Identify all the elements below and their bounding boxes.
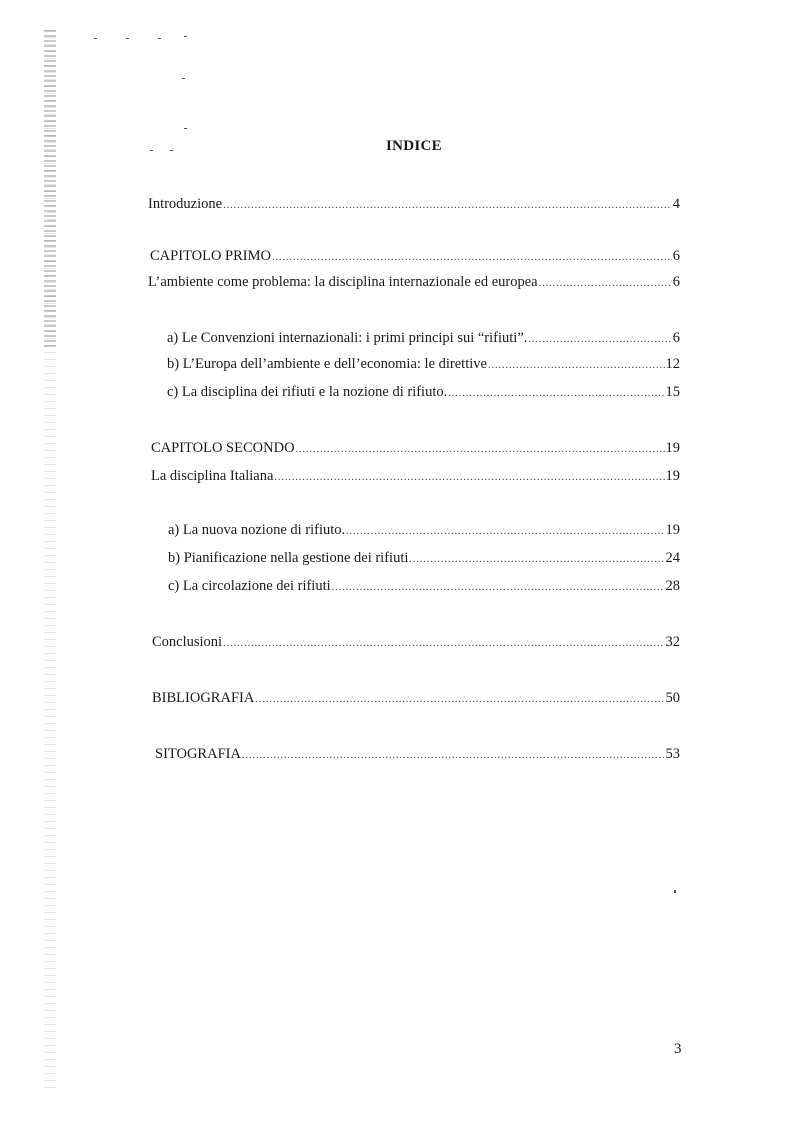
scan-speck bbox=[182, 78, 185, 79]
toc-entry bbox=[151, 440, 680, 457]
toc-entry-label: Introduzione bbox=[148, 196, 223, 212]
page-number: 3 bbox=[674, 1041, 682, 1057]
scan-edge-noise-dense bbox=[44, 30, 56, 350]
toc-entry-page: 6 bbox=[672, 248, 680, 264]
toc-leader-dots bbox=[255, 694, 664, 705]
toc-leader-dots bbox=[488, 360, 665, 371]
toc-entry bbox=[148, 274, 680, 291]
toc-leader-dots bbox=[272, 252, 672, 263]
toc-entry-page: 6 bbox=[672, 274, 680, 290]
toc-leader-dots bbox=[332, 582, 665, 593]
scan-speck bbox=[184, 128, 187, 129]
toc-entry bbox=[152, 690, 680, 707]
toc-entry-page: 24 bbox=[665, 550, 680, 566]
toc-entry-page: 28 bbox=[665, 578, 680, 594]
scan-speck bbox=[158, 38, 161, 39]
scan-speck bbox=[126, 38, 129, 39]
toc-subentry bbox=[167, 330, 680, 347]
toc-entry-label: b) Pianificazione nella gestione dei rifiuti bbox=[168, 550, 409, 566]
toc-entry-page: 6 bbox=[672, 330, 680, 346]
toc-entry-label: c) La circolazione dei rifiuti bbox=[168, 578, 331, 594]
toc-entry-label: La disciplina Italiana bbox=[151, 468, 274, 484]
toc-entry bbox=[152, 634, 680, 651]
toc-subentry bbox=[168, 550, 680, 567]
toc-leader-dots bbox=[274, 472, 664, 483]
toc-entry-page: 19 bbox=[665, 522, 680, 538]
page-title: INDICE bbox=[386, 138, 442, 154]
toc-subentry bbox=[168, 522, 680, 539]
toc-leader-dots bbox=[296, 444, 665, 455]
toc-entry bbox=[151, 468, 680, 485]
toc-entry-label: CAPITOLO SECONDO bbox=[151, 440, 295, 456]
toc-entry-label: b) L’Europa dell’ambiente e dell’economia: le direttive bbox=[167, 356, 487, 372]
toc-leader-dots bbox=[528, 334, 671, 345]
toc-entry-page: 4 bbox=[672, 196, 680, 212]
toc-leader-dots bbox=[223, 200, 672, 211]
toc-subentry bbox=[168, 578, 680, 595]
toc-leader-dots bbox=[539, 278, 672, 289]
scan-speck bbox=[674, 890, 676, 893]
toc-subentry bbox=[167, 356, 680, 373]
toc-entry bbox=[150, 248, 680, 265]
toc-leader-dots bbox=[242, 750, 665, 761]
toc-entry-label: L’ambiente come problema: la disciplina internazionale ed europea bbox=[148, 274, 538, 290]
toc-entry-page: 12 bbox=[665, 356, 680, 372]
toc-entry-label: c) La disciplina dei rifiuti e la nozione di rifiuto. bbox=[167, 384, 448, 400]
toc-entry-page: 50 bbox=[665, 690, 680, 706]
toc-entry-label: a) Le Convenzioni internazionali: i primi principi sui “rifiuti”. bbox=[167, 330, 528, 346]
toc-entry-label: Conclusioni bbox=[152, 634, 223, 650]
toc-entry-label: BIBLIOGRAFIA bbox=[152, 690, 255, 706]
toc-entry-page: 32 bbox=[665, 634, 680, 650]
toc-entry-page: 19 bbox=[665, 468, 680, 484]
scan-speck bbox=[94, 38, 97, 39]
toc-entry-page: 19 bbox=[665, 440, 680, 456]
toc-entry-page: 15 bbox=[665, 384, 680, 400]
toc-entry-label: SITOGRAFIA bbox=[155, 746, 241, 762]
toc-entry-page: 53 bbox=[665, 746, 680, 762]
toc-subentry bbox=[167, 384, 680, 401]
toc-leader-dots bbox=[223, 638, 664, 649]
toc-entry bbox=[155, 746, 680, 763]
toc-entry-label: a) La nuova nozione di rifiuto. bbox=[168, 522, 346, 538]
scan-speck bbox=[184, 36, 187, 37]
toc-leader-dots bbox=[346, 526, 664, 537]
toc-leader-dots bbox=[409, 554, 664, 565]
toc-leader-dots bbox=[448, 388, 664, 399]
toc-entry-label: CAPITOLO PRIMO bbox=[150, 248, 271, 264]
toc-entry bbox=[148, 196, 680, 213]
